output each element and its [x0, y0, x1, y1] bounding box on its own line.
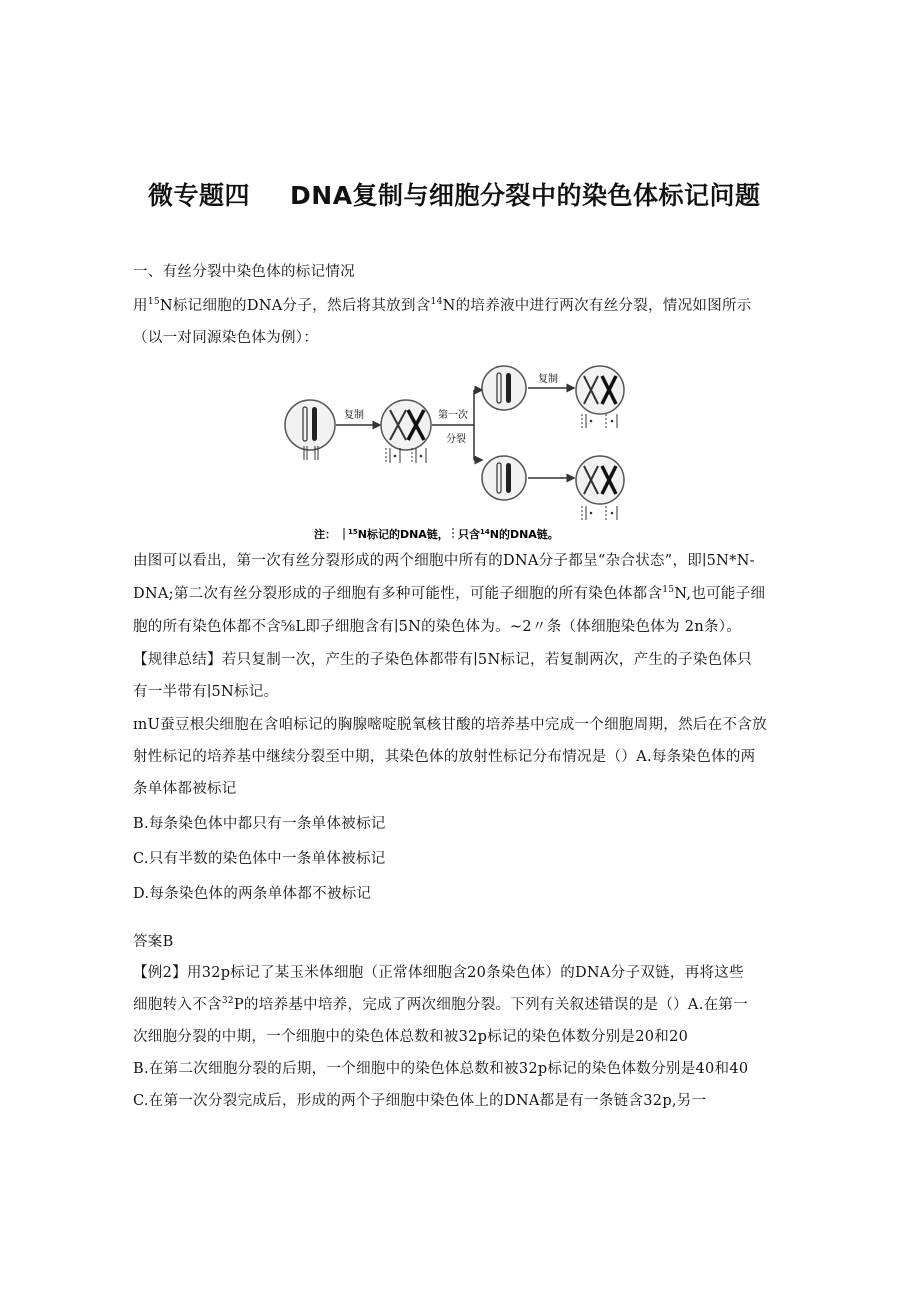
- daughter-cell-top: [482, 366, 526, 410]
- example2-line-3: 次细胞分裂的中期，一个细胞中的染色体总数和被32p标记的染色体数分别是20和20: [133, 1029, 689, 1045]
- chromosome-labeling-diagram: [282, 360, 642, 545]
- example2-option-b: B.在第二次细胞分裂的后期，一个细胞中的染色体总数和被32p标记的染色体数分别是40和40: [133, 1061, 749, 1077]
- example1-line-1: ɪnU蚕豆根尖细胞在含咱标记的胸腺嘧啶脱氧核甘酸的培养基中完成一个细胞周期，然后在不含放: [133, 717, 767, 733]
- example2-line-1: 【例2】用32p标记了某玉米体细胞（正常体细胞含20条染色体）的DNA分子双链，再将这些: [133, 965, 744, 981]
- final-cell-top: [576, 366, 624, 428]
- example1-option-d: D.每条染色体的两条单体都不被标记: [133, 886, 372, 902]
- rule-summary-line-2: 有一半带有∣5N标记。: [133, 684, 279, 700]
- example1-option-b: B.每条染色体中都只有一条单体被标记: [133, 816, 386, 832]
- analysis-line-3: 胞的所有染色体都不含⅝L即子细胞含有∣5N的染色体为。~2〃条（体细胞染色体为 2n条）。: [133, 619, 742, 635]
- example1-line-3: 条单体都被标记: [133, 781, 237, 797]
- svg-text:只含14N的DNA链。: 只含$^{14}$N的DNA链。: [458, 528, 559, 541]
- title-part2: DNA复制与细胞分裂中的染色体标记问题: [290, 181, 761, 210]
- example1-line-2: 射性标记的培养基中继续分裂至中期，其染色体的放射性标记分布情况是（）A.每条染色体的两: [133, 749, 756, 765]
- example2-line-2: 细胞转入不含$^{32}$P的培养基中培养，完成了两次细胞分裂。下列有关叙述错误的是（）A.在第一: [133, 996, 749, 1013]
- analysis-line-2: DNA;第二次有丝分裂形成的子细胞有多种可能性，可能子细胞的所有染色体都含$^{15}$N,也可能子细: [133, 585, 766, 602]
- example1-answer: 答案B: [133, 934, 174, 950]
- svg-text:15N标记的DNA链，: $^{15}$N标记的DNA链，: [348, 528, 449, 541]
- replicated-cell: [381, 400, 431, 463]
- rule-summary-line-1: 【规律总结】若只复制一次，产生的子染色体都带有∣5N标记，若复制两次，产生的子染色体只: [133, 652, 753, 668]
- parent-cell: [285, 400, 335, 460]
- final-cell-bottom: [576, 456, 624, 520]
- figure-legend: [314, 527, 559, 541]
- label-replicate-2: 复制: [538, 374, 558, 385]
- label-first-division-2: 分裂: [446, 434, 466, 445]
- intro-line-1: 用$^{15}$N标记细胞的DNA分子，然后将其放到含$^{14}$N的培养液中进行两次有丝分裂，情况如图所示: [133, 297, 752, 314]
- analysis-line-1: 由图可以看出，第一次有丝分裂形成的两个细胞中所有的DNA分子都呈“杂合状态”，即∣5N*N-: [133, 553, 755, 569]
- label-first-division-1: 第一次: [438, 410, 468, 421]
- example2-option-c: C.在第一次分裂完成后，形成的两个子细胞中染色体上的DNA都是有一条链含32p,另一: [133, 1093, 707, 1109]
- title-part1: 微专题四: [148, 181, 251, 210]
- section1-heading: 一、有丝分裂中染色体的标记情况: [133, 264, 355, 280]
- daughter-cell-bottom: [482, 456, 526, 500]
- intro-line-2: （以一对同源染色体为例）：: [133, 330, 319, 346]
- label-replicate: 复制: [344, 410, 364, 421]
- page-title: [148, 176, 761, 212]
- example1-option-c: C.只有半数的染色体中一条单体被标记: [133, 851, 386, 867]
- svg-text:注：: 注：: [314, 528, 336, 541]
